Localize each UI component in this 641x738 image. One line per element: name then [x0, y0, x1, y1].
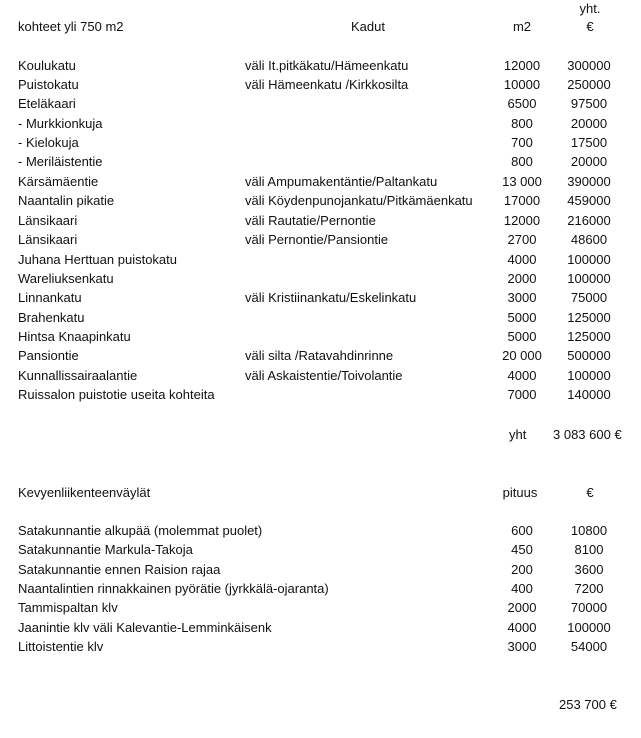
path-cost: 54000: [570, 639, 608, 654]
table-row: [0, 77, 641, 93]
col-total-header: €: [586, 19, 594, 34]
street-area: 4000: [507, 368, 537, 383]
street-cost: 48600: [570, 232, 608, 247]
path-cost: 10800: [570, 523, 608, 538]
street-name: Juhana Herttuan puistokatu: [18, 252, 177, 267]
table-row: [0, 562, 641, 578]
table-row: [0, 387, 641, 403]
street-section: väli Pernontie/Pansiontie: [245, 232, 389, 247]
street-name: Kunnallissairaalantie: [18, 368, 138, 383]
street-cost: 100000: [567, 271, 611, 286]
path-cost: 70000: [570, 600, 608, 615]
street-area: 5000: [507, 329, 537, 344]
col-street-header: Kadut: [351, 19, 385, 34]
table-row: [0, 271, 641, 287]
street-name: Brahenkatu: [18, 310, 85, 325]
path-cost: 3600: [574, 562, 604, 577]
street-cost: 125000: [567, 329, 611, 344]
street-name: Puistokatu: [18, 77, 79, 92]
street-name: - Murkkionkuja: [18, 116, 103, 131]
street-cost: 100000: [567, 368, 611, 383]
street-area: 17000: [503, 193, 541, 208]
table-row: [0, 96, 641, 112]
path-name: Tammispaltan klv: [18, 600, 118, 615]
street-section: väli Kristiinankatu/Eskelinkatu: [245, 290, 417, 305]
street-cost: 20000: [570, 154, 608, 169]
table-row: [0, 639, 641, 655]
street-section: väli silta /Ratavahdinrinne: [245, 348, 394, 363]
streets-total-value: 3 083 600 €: [553, 427, 622, 442]
table-row: [0, 310, 641, 326]
table-row: [0, 620, 641, 636]
street-name: Linnankatu: [18, 290, 82, 305]
street-area: 2000: [507, 271, 537, 286]
col-area-header: m2: [512, 19, 532, 34]
street-name: - Kielokuja: [18, 135, 79, 150]
street-area: 20 000: [502, 348, 542, 363]
table-row: [0, 368, 641, 384]
table-row: [0, 329, 641, 345]
street-cost: 300000: [567, 58, 611, 73]
street-area: 12000: [503, 58, 541, 73]
path-cost: 8100: [574, 542, 604, 557]
table-row: [0, 252, 641, 268]
street-cost: 390000: [567, 174, 611, 189]
street-name: Naantalin pikatie: [18, 193, 115, 208]
street-section: väli It.pitkäkatu/Hämeenkatu: [245, 58, 409, 73]
col-cost-header: €: [586, 485, 594, 500]
table-row: [0, 581, 641, 597]
street-area: 700: [511, 135, 533, 150]
street-cost: 75000: [570, 290, 608, 305]
table-row: [0, 193, 641, 209]
table-row: [0, 58, 641, 74]
path-cost: 100000: [567, 620, 611, 635]
col-total-top-header: yht.: [579, 1, 601, 16]
street-section: väli Ampumakentäntie/Paltankatu: [245, 174, 438, 189]
path-name: Satakunnantie ennen Raision rajaa: [18, 562, 221, 577]
street-area: 10000: [503, 77, 541, 92]
table-row: [0, 523, 641, 539]
path-name: Jaanintie klv väli Kalevantie-Lemminkäisenk: [18, 620, 272, 635]
path-length: 2000: [507, 600, 537, 615]
table-row: [0, 213, 641, 229]
path-length: 200: [511, 562, 533, 577]
path-name: Littoistentie klv: [18, 639, 104, 654]
street-cost: 459000: [567, 193, 611, 208]
street-name: Wareliuksenkatu: [18, 271, 114, 286]
table-row: [0, 600, 641, 616]
street-area: 2700: [507, 232, 537, 247]
street-cost: 140000: [567, 387, 611, 402]
path-length: 450: [511, 542, 533, 557]
table-row: [0, 290, 641, 306]
col-length-header: pituus: [502, 485, 538, 500]
path-name: Satakunnantie Markula-Takoja: [18, 542, 193, 557]
street-name: Pansiontie: [18, 348, 79, 363]
street-section: väli Hämeenkatu /Kirkkosilta: [245, 77, 409, 92]
paths-title: Kevyenliikenteenväylät: [18, 485, 151, 500]
table-row: [0, 232, 641, 248]
street-cost: 100000: [567, 252, 611, 267]
street-area: 4000: [507, 252, 537, 267]
street-name: Eteläkaari: [18, 96, 76, 111]
path-length: 600: [511, 523, 533, 538]
path-length: 3000: [507, 639, 537, 654]
street-area: 12000: [503, 213, 541, 228]
street-section: väli Askaistentie/Toivolantie: [245, 368, 403, 383]
street-name: Länsikaari: [18, 213, 78, 228]
street-cost: 125000: [567, 310, 611, 325]
street-cost: 17500: [570, 135, 608, 150]
street-area: 800: [511, 154, 533, 169]
table-row: [0, 174, 641, 190]
street-area: 3000: [507, 290, 537, 305]
street-area: 13 000: [502, 174, 542, 189]
path-length: 4000: [507, 620, 537, 635]
street-area: 800: [511, 116, 533, 131]
path-name: Satakunnantie alkupää (molemmat puolet): [18, 523, 263, 538]
table-row: [0, 135, 641, 151]
paths-total-value: 253 700 €: [559, 697, 617, 712]
path-length: 400: [511, 581, 533, 596]
street-name: Hintsa Knaapinkatu: [18, 329, 131, 344]
street-name: Ruissalon puistotie useita kohteita: [18, 387, 215, 402]
path-name: Naantalintien rinnakkainen pyörätie (jyrkkälä-ojaranta): [18, 581, 329, 596]
table-row: [0, 348, 641, 364]
street-name: Koulukatu: [18, 58, 76, 73]
street-name: Länsikaari: [18, 232, 78, 247]
street-section: väli Köydenpunojankatu/Pitkämäenkatu: [245, 193, 473, 208]
table-row: [0, 116, 641, 132]
street-section: väli Rautatie/Pernontie: [245, 213, 376, 228]
street-cost: 500000: [567, 348, 611, 363]
street-name: Kärsämäentie: [18, 174, 99, 189]
path-cost: 7200: [574, 581, 604, 596]
street-area: 6500: [507, 96, 537, 111]
street-cost: 20000: [570, 116, 608, 131]
street-area: 7000: [507, 387, 537, 402]
streets-total-label: yht: [509, 427, 527, 442]
streets-title: kohteet yli 750 m2: [18, 19, 124, 34]
street-area: 5000: [507, 310, 537, 325]
street-cost: 250000: [567, 77, 611, 92]
street-name: - Meriläistentie: [18, 154, 103, 169]
street-cost: 97500: [570, 96, 608, 111]
street-cost: 216000: [567, 213, 611, 228]
table-row: [0, 542, 641, 558]
table-row: [0, 154, 641, 170]
